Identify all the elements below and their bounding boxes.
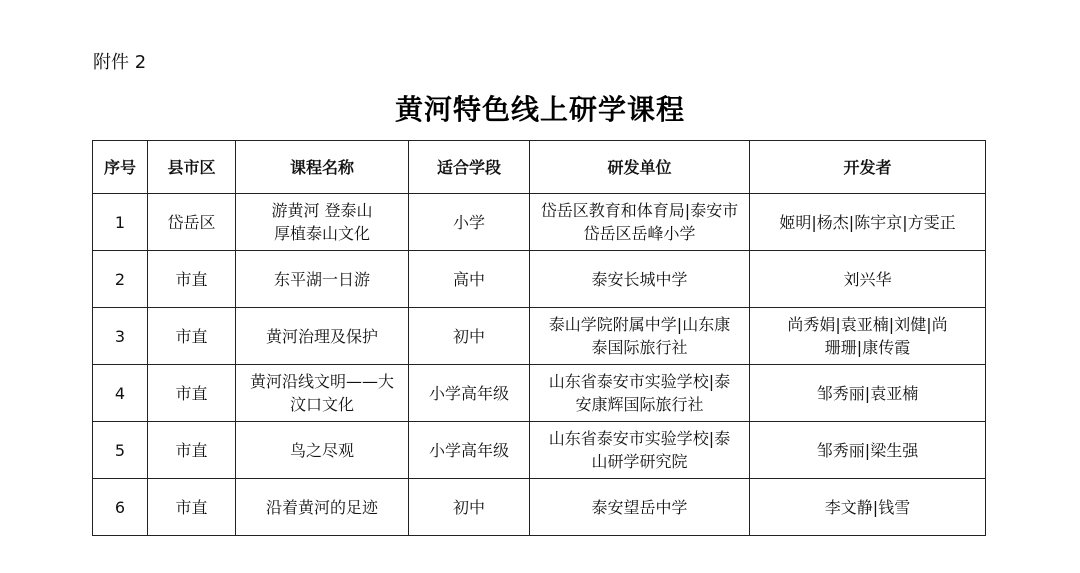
cell-district: 市直 [148,308,236,365]
cell-index: 3 [93,308,148,365]
cell-course-name: 黄河治理及保护 [236,308,409,365]
cell-index: 1 [93,194,148,251]
document-title: 黄河特色线上研学课程 [394,93,685,126]
cell-grade-level: 小学高年级 [409,365,530,422]
cell-grade-level: 高中 [409,251,530,308]
table-row [93,365,986,422]
cell-course-name: 沿着黄河的足迹 [236,479,409,536]
header-developer-unit: 研发单位 [530,141,750,194]
cell-developer-unit: 泰山学院附属中学|山东康泰国际旅行社 [530,308,750,365]
header-course-name: 课程名称 [236,141,409,194]
header-developers: 开发者 [750,141,986,194]
cell-developer-unit: 山东省泰安市实验学校|泰安康辉国际旅行社 [530,365,750,422]
cell-grade-level: 初中 [409,479,530,536]
header-district: 县市区 [148,141,236,194]
cell-grade-level: 小学高年级 [409,422,530,479]
cell-district: 岱岳区 [148,194,236,251]
cell-index: 2 [93,251,148,308]
table-row [93,422,986,479]
cell-index: 5 [93,422,148,479]
cell-index: 4 [93,365,148,422]
cell-district: 市直 [148,422,236,479]
cell-district: 市直 [148,479,236,536]
cell-developers: 尚秀娟|袁亚楠|刘健|尚珊珊|康传霞 [750,308,986,365]
cell-district: 市直 [148,251,236,308]
cell-developer-unit: 岱岳区教育和体育局|泰安市岱岳区岳峰小学 [530,194,750,251]
table-row [93,479,986,536]
cell-developers: 邹秀丽|袁亚楠 [750,365,986,422]
table-row [93,308,986,365]
cell-developer-unit: 泰安长城中学 [530,251,750,308]
cell-developer-unit: 泰安望岳中学 [530,479,750,536]
cell-index: 6 [93,479,148,536]
table-row [93,251,986,308]
header-grade-level: 适合学段 [409,141,530,194]
table-row [93,194,986,251]
cell-grade-level: 小学 [409,194,530,251]
cell-course-name: 东平湖一日游 [236,251,409,308]
cell-developers: 姬明|杨杰|陈宇京|方雯正 [750,194,986,251]
cell-course-name: 鸟之尽观 [236,422,409,479]
cell-grade-level: 初中 [409,308,530,365]
course-table [92,140,986,536]
cell-developers: 刘兴华 [750,251,986,308]
cell-district: 市直 [148,365,236,422]
cell-developer-unit: 山东省泰安市实验学校|泰山研学研究院 [530,422,750,479]
cell-developers: 李文静|钱雪 [750,479,986,536]
table-header-row [93,141,986,194]
cell-course-name: 游黄河 登泰山 厚植泰山文化 [236,194,409,251]
header-index: 序号 [93,141,148,194]
cell-course-name: 黄河沿线文明——大汶口文化 [236,365,409,422]
attachment-label: 附件 2 [93,52,147,73]
cell-developers: 邹秀丽|梁生强 [750,422,986,479]
